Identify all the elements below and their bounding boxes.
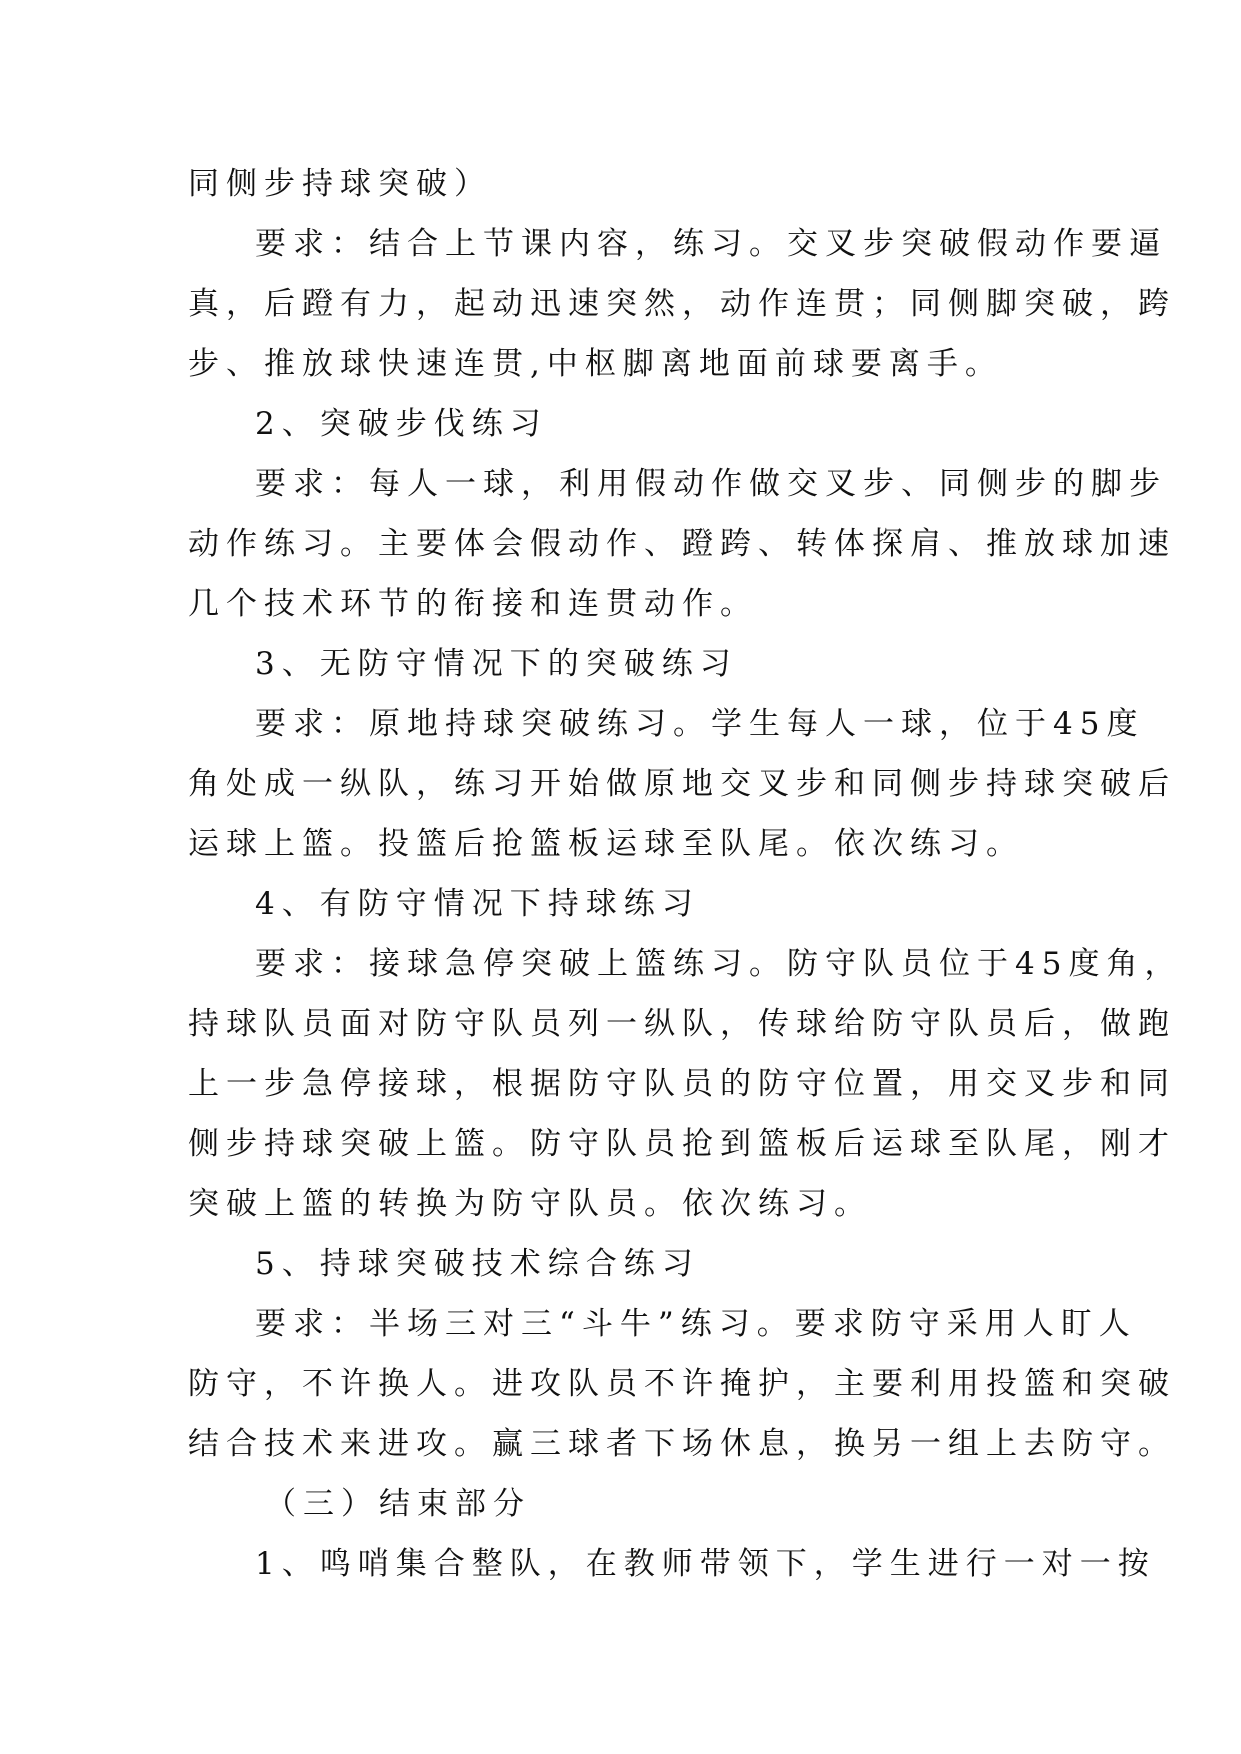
text-line: 要求：原地持球突破练习。学生每人一球，位于45度 bbox=[255, 706, 1145, 742]
text-line: 要求：结合上节课内容，练习。交叉步突破假动作要逼 bbox=[255, 226, 1167, 262]
text-line: 要求：半场三对三“斗牛”练习。要求防守采用人盯人 bbox=[255, 1306, 1137, 1342]
text-line: 上一步急停接球，根据防守队员的防守位置，用交叉步和同 bbox=[188, 1066, 1176, 1102]
text-line: 运球上篮。投篮后抢篮板运球至队尾。依次练习。 bbox=[188, 826, 1024, 862]
text-line: 动作练习。主要体会假动作、蹬跨、转体探肩、推放球加速 bbox=[188, 526, 1176, 562]
text-line: 要求：每人一球，利用假动作做交叉步、同侧步的脚步 bbox=[255, 466, 1167, 502]
text-line: 1、鸣哨集合整队，在教师带领下，学生进行一对一按 bbox=[255, 1546, 1156, 1582]
text-line: 几个技术环节的衔接和连贯动作。 bbox=[188, 586, 758, 622]
section-heading: 4、有防守情况下持球练习 bbox=[255, 886, 700, 922]
text-line: 同侧步持球突破） bbox=[188, 166, 492, 202]
text-line: 侧步持球突破上篮。防守队员抢到篮板后运球至队尾，刚才 bbox=[188, 1126, 1176, 1162]
text-line: 结合技术来进攻。赢三球者下场休息，换另一组上去防守。 bbox=[188, 1426, 1176, 1462]
text-line: 真，后蹬有力，起动迅速突然，动作连贯；同侧脚突破，跨 bbox=[188, 286, 1176, 322]
section-heading: 3、无防守情况下的突破练习 bbox=[255, 646, 738, 682]
section-heading: 2、突破步伐练习 bbox=[255, 406, 548, 442]
text-line: 要求：接球急停突破上篮练习。防守队员位于45度角， bbox=[255, 946, 1183, 982]
text-line: 防守，不许换人。进攻队员不许掩护，主要利用投篮和突破 bbox=[188, 1366, 1176, 1402]
section-heading: 5、持球突破技术综合练习 bbox=[255, 1246, 700, 1282]
text-line: 角处成一纵队，练习开始做原地交叉步和同侧步持球突破后 bbox=[188, 766, 1176, 802]
text-line: 步、推放球快速连贯,中枢脚离地面前球要离手。 bbox=[188, 346, 1003, 382]
text-line: 突破上篮的转换为防守队员。依次练习。 bbox=[188, 1186, 872, 1222]
section-heading: （三）结束部分 bbox=[265, 1486, 531, 1522]
text-line: 持球队员面对防守队员列一纵队，传球给防守队员后，做跑 bbox=[188, 1006, 1176, 1042]
